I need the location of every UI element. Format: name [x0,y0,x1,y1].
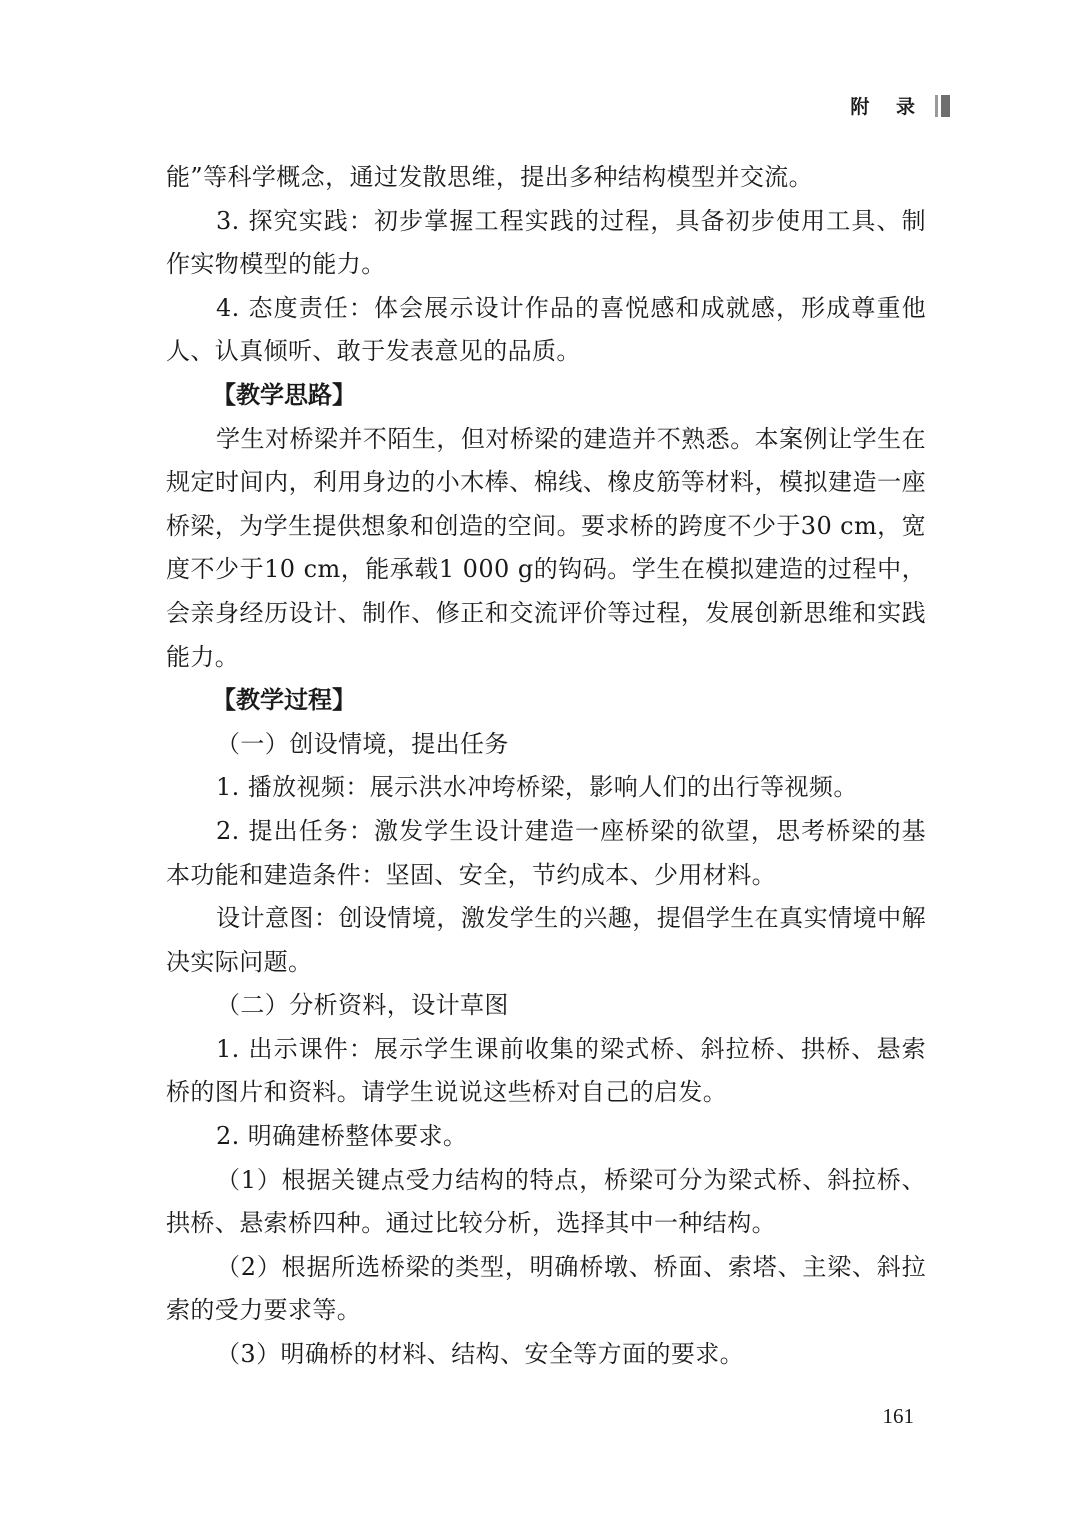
running-head [850,92,950,119]
paragraph: 2. 明确建桥整体要求。 [216,1122,468,1151]
page-body [166,156,926,1377]
paragraph: 2. 提出任务：激发学生设计建造一座桥梁的欲望，思考桥梁的基本功能和建造条件：坚固、安全，节约成本、少用材料。 [166,816,926,889]
paragraph: 1. 播放视频：展示洪水冲垮桥梁，影响人们的出行等视频。 [216,773,858,802]
paragraph: 4. 态度责任：体会展示设计作品的喜悦感和成就感，形成尊重他人、认真倾听、敢于发表意见的品质。 [166,293,926,366]
paragraph: （3）明确桥的材料、结构、安全等方面的要求。 [216,1340,745,1369]
paragraph: 1. 出示课件：展示学生课前收集的梁式桥、斜拉桥、拱桥、悬索桥的图片和资料。请学生说说这些桥对自己的启发。 [166,1034,926,1107]
paragraph: 能”等科学概念，通过发散思维，提出多种结构模型并交流。 [166,163,814,191]
paragraph: 设计意图：创设情境，激发学生的兴趣，提倡学生在真实情境中解决实际问题。 [166,904,926,976]
paragraph: （1）根据关键点受力结构的特点，桥梁可分为梁式桥、斜拉桥、拱桥、悬索桥四种。通过比较分析，选择其中一种结构。 [166,1165,926,1238]
page-number: 161 [882,1404,914,1428]
section-heading-teaching-approach: 【教学思路】 [212,380,356,409]
subsection-title: （一）创设情境，提出任务 [216,729,509,758]
paragraph: （2）根据所选桥梁的类型，明确桥墩、桥面、索塔、主梁、斜拉索的受力要求等。 [166,1252,926,1325]
section-heading-teaching-process: 【教学过程】 [212,686,356,715]
running-head-bars-icon [935,95,950,117]
running-head-title: 附 录 [850,96,925,118]
subsection-title: （二）分析资料，设计草图 [216,991,509,1020]
paragraph: 学生对桥梁并不陌生，但对桥梁的建造并不熟悉。本案例让学生在规定时间内，利用身边的小木棒、棉线、橡皮筋等材料，模拟建造一座桥梁，为学生提供想象和创造的空间。要求桥的跨度不少于30 cm，宽度不少于10 cm，能承载1 000 g的钩码。学生在模拟建造的过程中，会亲身经历设计、制作、修正和交流评价等过程，发展创新思维和实践能力。 [166,424,926,671]
paragraph: 3. 探究实践：初步掌握工程实践的过程，具备初步使用工具、制作实物模型的能力。 [166,206,926,279]
